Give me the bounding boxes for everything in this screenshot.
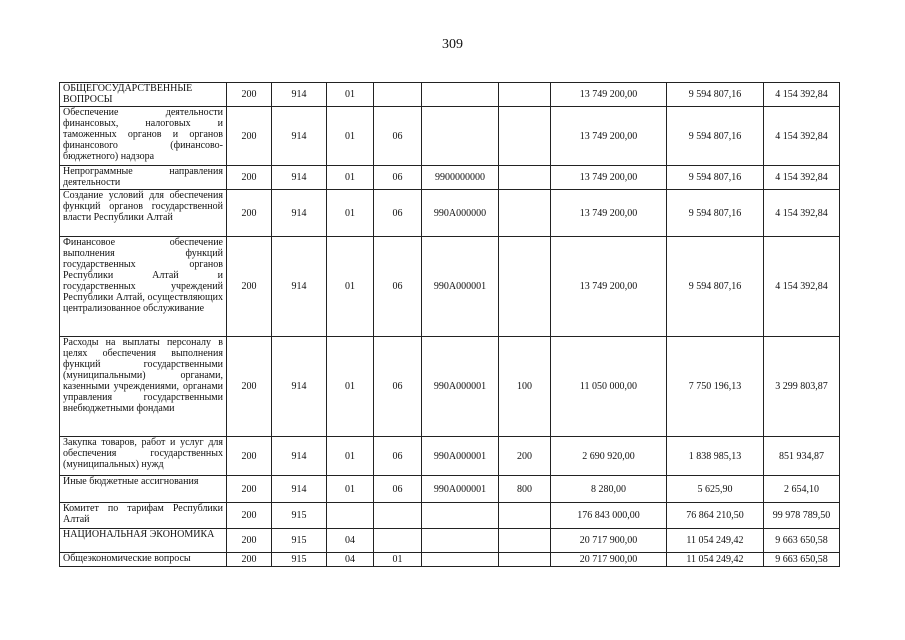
cell-v2: 9 594 807,16 <box>667 237 764 337</box>
cell-c1: 200 <box>227 107 272 166</box>
table-row <box>60 237 840 337</box>
cell-c3: 01 <box>327 190 374 237</box>
cell-c6 <box>499 237 551 337</box>
cell-v2: 9 594 807,16 <box>667 83 764 107</box>
cell-c6 <box>499 553 551 567</box>
cell-v3: 4 154 392,84 <box>764 83 840 107</box>
cell-c1: 200 <box>227 437 272 476</box>
cell-c2: 914 <box>272 476 327 503</box>
cell-c5: 990А000001 <box>422 437 499 476</box>
cell-c6 <box>499 107 551 166</box>
row-name-cell: Финансовое обеспечение выполнения функций государственных органов Республики Алтай и государственных учреждений Республики Алтай, осуществляющих централизованное обслуживание <box>60 237 227 337</box>
cell-v1: 13 749 200,00 <box>551 83 667 107</box>
cell-v3: 4 154 392,84 <box>764 237 840 337</box>
cell-c1: 200 <box>227 237 272 337</box>
cell-v2: 7 750 196,13 <box>667 337 764 437</box>
table-row <box>60 437 840 476</box>
table-row <box>60 529 840 553</box>
cell-c5 <box>422 529 499 553</box>
cell-c4 <box>374 529 422 553</box>
cell-c3: 01 <box>327 337 374 437</box>
cell-c3: 01 <box>327 476 374 503</box>
row-name-cell: НАЦИОНАЛЬНАЯ ЭКОНОМИКА <box>60 529 227 553</box>
cell-c3: 01 <box>327 83 374 107</box>
cell-v2: 11 054 249,42 <box>667 553 764 567</box>
cell-v3: 99 978 789,50 <box>764 503 840 529</box>
cell-v3: 9 663 650,58 <box>764 529 840 553</box>
cell-c4: 06 <box>374 166 422 190</box>
cell-c4: 06 <box>374 437 422 476</box>
cell-v3: 4 154 392,84 <box>764 190 840 237</box>
table-row <box>60 190 840 237</box>
cell-c5: 990А000001 <box>422 476 499 503</box>
cell-c1: 200 <box>227 529 272 553</box>
cell-v2: 1 838 985,13 <box>667 437 764 476</box>
cell-c6: 100 <box>499 337 551 437</box>
cell-v1: 13 749 200,00 <box>551 166 667 190</box>
cell-v3: 3 299 803,87 <box>764 337 840 437</box>
cell-c5: 990А000001 <box>422 237 499 337</box>
table-row <box>60 166 840 190</box>
cell-v3: 851 934,87 <box>764 437 840 476</box>
row-name-cell: Расходы на выплаты персоналу в целях обеспечения выполнения функций государственными (муниципальными) органами, казенными учреждениями, органами управления государственными внебюджетными фондами <box>60 337 227 437</box>
cell-v1: 20 717 900,00 <box>551 553 667 567</box>
cell-c5 <box>422 503 499 529</box>
cell-c5: 9900000000 <box>422 166 499 190</box>
cell-c3: 01 <box>327 166 374 190</box>
cell-c6 <box>499 83 551 107</box>
cell-c1: 200 <box>227 190 272 237</box>
cell-v1: 13 749 200,00 <box>551 237 667 337</box>
cell-c1: 200 <box>227 503 272 529</box>
page-number: 309 <box>442 37 463 52</box>
table-row <box>60 553 840 567</box>
cell-c6: 200 <box>499 437 551 476</box>
table-body <box>60 83 840 567</box>
cell-v1: 176 843 000,00 <box>551 503 667 529</box>
cell-c2: 914 <box>272 190 327 237</box>
cell-v3: 4 154 392,84 <box>764 166 840 190</box>
cell-c2: 915 <box>272 503 327 529</box>
cell-v2: 9 594 807,16 <box>667 166 764 190</box>
table-row <box>60 337 840 437</box>
cell-v2: 9 594 807,16 <box>667 190 764 237</box>
cell-v3: 9 663 650,58 <box>764 553 840 567</box>
cell-c3: 01 <box>327 107 374 166</box>
cell-c3: 04 <box>327 529 374 553</box>
cell-c4 <box>374 83 422 107</box>
cell-c5: 990А000000 <box>422 190 499 237</box>
cell-v1: 13 749 200,00 <box>551 107 667 166</box>
cell-v1: 13 749 200,00 <box>551 190 667 237</box>
cell-v1: 8 280,00 <box>551 476 667 503</box>
cell-c4: 01 <box>374 553 422 567</box>
table-row <box>60 83 840 107</box>
cell-c1: 200 <box>227 337 272 437</box>
table-row <box>60 503 840 529</box>
row-name-cell: Комитет по тарифам Республики Алтай <box>60 503 227 529</box>
row-name-cell: Закупка товаров, работ и услуг для обеспечения государственных (муниципальных) нужд <box>60 437 227 476</box>
cell-c2: 914 <box>272 83 327 107</box>
cell-c2: 914 <box>272 107 327 166</box>
row-name-cell: Общеэкономические вопросы <box>60 553 227 567</box>
cell-v3: 4 154 392,84 <box>764 107 840 166</box>
row-name-cell: Обеспечение деятельности финансовых, налоговых и таможенных органов и органов финансового (финансово-бюджетного) надзора <box>60 107 227 166</box>
cell-c2: 915 <box>272 553 327 567</box>
cell-v2: 76 864 210,50 <box>667 503 764 529</box>
cell-c4: 06 <box>374 337 422 437</box>
cell-c3: 01 <box>327 237 374 337</box>
table-row <box>60 107 840 166</box>
cell-c3: 01 <box>327 437 374 476</box>
cell-v1: 20 717 900,00 <box>551 529 667 553</box>
row-name-cell: Иные бюджетные ассигнования <box>60 476 227 503</box>
cell-c5 <box>422 107 499 166</box>
cell-c1: 200 <box>227 83 272 107</box>
cell-c4: 06 <box>374 107 422 166</box>
row-name-cell: ОБЩЕГОСУДАРСТВЕННЫЕ ВОПРОСЫ <box>60 83 227 107</box>
cell-c1: 200 <box>227 476 272 503</box>
cell-c5 <box>422 553 499 567</box>
cell-v1: 11 050 000,00 <box>551 337 667 437</box>
cell-v1: 2 690 920,00 <box>551 437 667 476</box>
cell-c2: 914 <box>272 337 327 437</box>
cell-c6 <box>499 166 551 190</box>
cell-c2: 914 <box>272 437 327 476</box>
budget-table <box>59 82 840 567</box>
row-name-cell: Создание условий для обеспечения функций органов государственной власти Республики Алтай <box>60 190 227 237</box>
cell-c5: 990А000001 <box>422 337 499 437</box>
cell-c6 <box>499 190 551 237</box>
cell-c6 <box>499 503 551 529</box>
cell-c6 <box>499 529 551 553</box>
cell-c1: 200 <box>227 553 272 567</box>
cell-c2: 914 <box>272 237 327 337</box>
cell-c2: 915 <box>272 529 327 553</box>
cell-c1: 200 <box>227 166 272 190</box>
cell-c3 <box>327 503 374 529</box>
row-name-cell: Непрограммные направления деятельности <box>60 166 227 190</box>
cell-c2: 914 <box>272 166 327 190</box>
cell-v3: 2 654,10 <box>764 476 840 503</box>
cell-c4: 06 <box>374 190 422 237</box>
cell-c4 <box>374 503 422 529</box>
cell-c3: 04 <box>327 553 374 567</box>
cell-c4: 06 <box>374 237 422 337</box>
table-row <box>60 476 840 503</box>
cell-v2: 11 054 249,42 <box>667 529 764 553</box>
cell-c6: 800 <box>499 476 551 503</box>
cell-v2: 9 594 807,16 <box>667 107 764 166</box>
cell-c4: 06 <box>374 476 422 503</box>
cell-v2: 5 625,90 <box>667 476 764 503</box>
cell-c5 <box>422 83 499 107</box>
